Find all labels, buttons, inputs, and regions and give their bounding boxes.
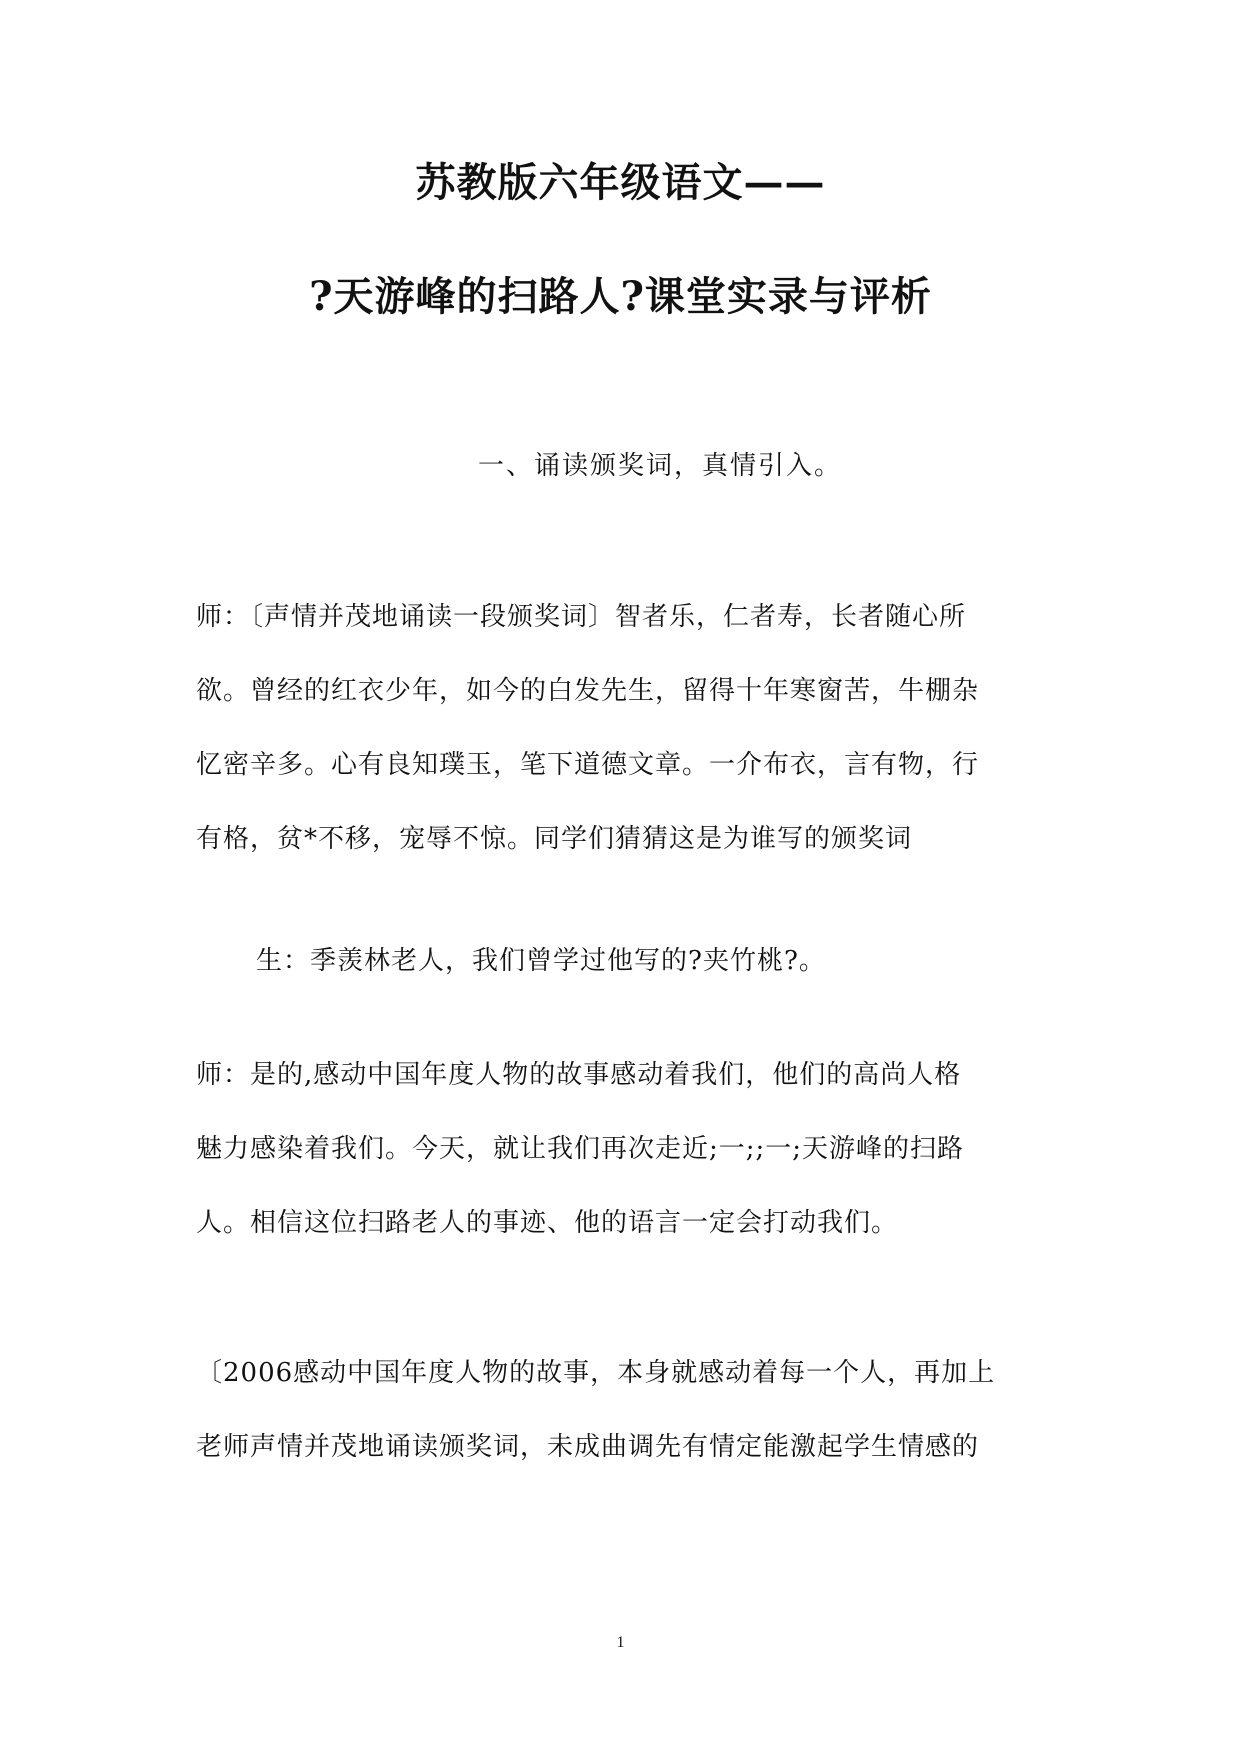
section-heading: 一、诵读颁奖词，真情引入。 [478, 451, 843, 481]
paragraph-line: 有格，贫*不移，宠辱不惊。同学们猜猜这是为谁写的颁奖词 [196, 824, 913, 854]
page-number: 1 [616, 1634, 625, 1651]
paragraph-line: 〔2006感动中国年度人物的故事，本身就感动着每一个人，再加上 [196, 1358, 996, 1388]
paragraph-line: 老师声情并茂地诵读颁奖词，未成曲调先有情定能激起学生情感的 [196, 1432, 980, 1462]
paragraph-line: 魅力感染着我们。今天，就让我们再次走近;一;;一;天游峰的扫路 [196, 1134, 965, 1164]
paragraph-line: 欲。曾经的红衣少年，如今的白发先生，留得十年寒窗苦，牛棚杂 [196, 676, 980, 706]
paragraph-commentary [196, 1355, 1056, 1503]
paragraph-line: 忆密辛多。心有良知璞玉，笔下道德文章。一介布衣，言有物，行 [196, 750, 980, 780]
document-title-line-2: ?天游峰的扫路人?课堂实录与评析 [309, 273, 932, 320]
paragraph-line: 生：季羡林老人，我们曾学过他写的?夹竹桃?。 [256, 946, 826, 976]
paragraph-line: 师：是的,感动中国年度人物的故事感动着我们，他们的高尚人格 [196, 1060, 962, 1090]
paragraph-teacher-response [196, 1057, 1056, 1279]
paragraph-line: 人。相信这位扫路老人的事迹、他的语言一定会打动我们。 [196, 1208, 899, 1238]
paragraph-line: 师：〔声情并茂地诵读一段颁奖词〕智者乐，仁者寿，长者随心所 [196, 602, 967, 632]
paragraph-student-answer [256, 943, 1116, 1017]
document-title-line-1: 苏教版六年级语文—— [415, 159, 826, 206]
paragraph-teacher-intro [196, 599, 1056, 895]
